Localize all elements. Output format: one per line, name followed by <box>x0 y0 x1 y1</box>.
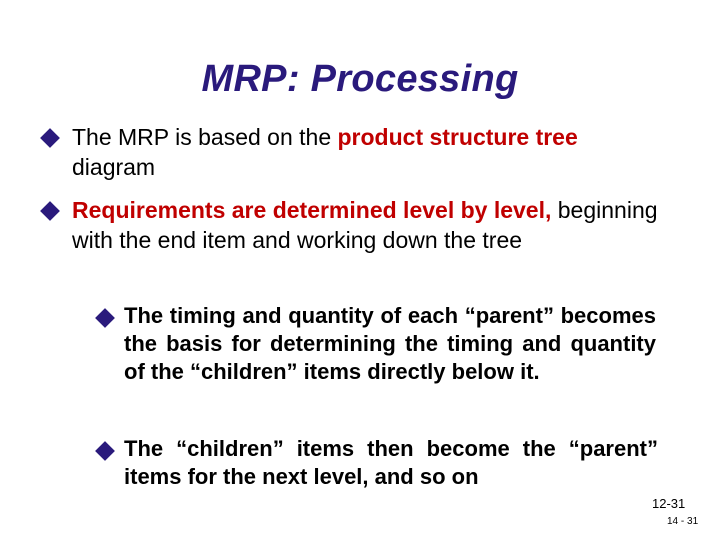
sub-bullet-2-text: The “children” items then become the “parent” items for the next level, and so on <box>124 436 658 489</box>
sub-bullet-1-text: The timing and quantity of each “parent” becomes the basis for determining the timing and quantity of the “children” items directly below it. <box>124 303 656 384</box>
diamond-bullet-icon <box>40 201 60 221</box>
bullet-1-text-tail: diagram <box>72 154 156 180</box>
page-number: 12-31 <box>652 496 686 511</box>
bullet-1-text-plain: The MRP is based on the <box>72 124 338 150</box>
bullet-1-text <box>72 122 652 182</box>
slide-title: MRP: Processing <box>201 58 519 100</box>
page-number-small: 14 - 31 <box>667 516 699 527</box>
bullet-2-text-plain: beginning with the end item and working down the tree <box>72 197 658 253</box>
diamond-bullet-icon <box>40 128 60 148</box>
bullet-2-highlight: Requirements are determined level by level, <box>72 197 552 223</box>
bullet-2-text <box>72 195 672 255</box>
diamond-bullet-icon <box>95 441 115 461</box>
bullet-1-highlight: product structure tree <box>337 124 578 150</box>
diamond-bullet-icon <box>95 308 115 328</box>
